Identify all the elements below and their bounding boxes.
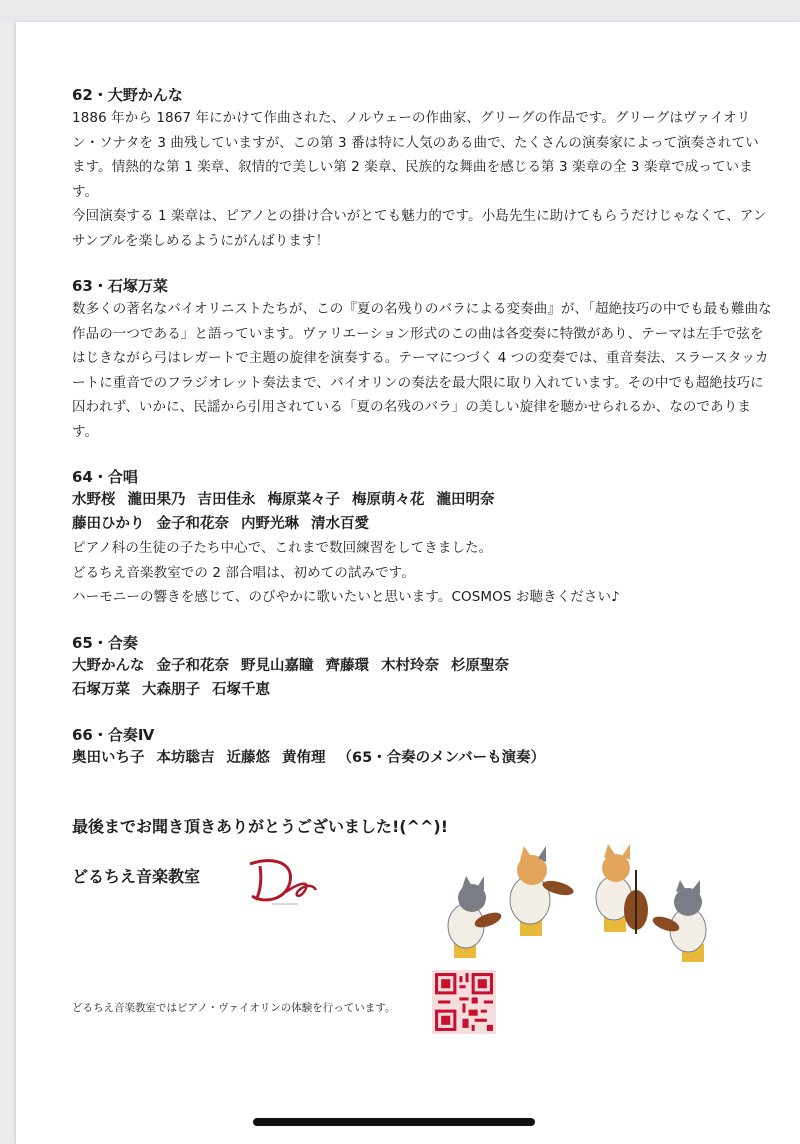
- performer-name: 水野桜: [72, 492, 116, 508]
- section-paragraph: ピアノ科の生徒の子たち中心で、これまで数回練習をしてきました。: [72, 540, 493, 556]
- cat-quartet-illustration: [426, 840, 716, 970]
- performer-name: 金子和花奈: [156, 516, 229, 532]
- performer-name: 梅原萌々花: [352, 492, 425, 508]
- performer-name: 奥田いち子: [72, 749, 145, 766]
- performer-name: 梅原菜々子: [267, 492, 340, 508]
- performer-name: 内野光琳: [241, 516, 299, 532]
- section-paragraph: どるちえ音楽教室での 2 部合唱は、初めての試みです。: [72, 564, 415, 581]
- closing-block: [72, 814, 448, 837]
- trial-note: どるちえ音楽教室ではピアノ・ヴァイオリンの体験を行っています。: [72, 1002, 396, 1014]
- performer-name: 石塚万菜: [72, 681, 130, 698]
- performer-row: [72, 488, 772, 512]
- performer-name: 清水百愛: [311, 516, 369, 532]
- cat-violin-3-icon: [651, 880, 706, 952]
- performer-name: 本坊聡吉: [156, 749, 215, 766]
- program-section: [72, 632, 772, 702]
- section-paragraph: ハーモニーの響きを感じて、のびやかに歌いたいと思います。COSMOS お聴きください♪: [72, 589, 620, 605]
- program-section: [72, 466, 772, 610]
- section-heading: 65・合奏: [72, 633, 138, 652]
- performer-name: 齊藤環: [325, 657, 369, 674]
- section-paragraph: 1886 年から 1867 年にかけて作曲された、ノルウェーの作曲家、グリーグの作品です。グリーグはヴァイオリン・ソナタを 3 曲残していますが、この第 3 番は特に人気のある曲で、たくさんの演奏家によって演奏されています。情熱的な第 1 楽章、叙情的で美しい第 2 楽章、民族的な舞曲を感じる第 3 楽章の全 3 楽章で成っています。: [72, 110, 759, 200]
- performer-name: 木村玲奈: [381, 657, 439, 674]
- section-heading: 66・合奏Ⅳ: [72, 725, 155, 744]
- performer-name: 金子和花奈: [156, 657, 229, 674]
- program-section: [72, 724, 772, 770]
- performer-row: [72, 746, 772, 770]
- performer-name: 大野かんな: [72, 657, 145, 674]
- performer-name: 近藤悠: [226, 749, 270, 766]
- performer-name: 大森朋子: [142, 681, 200, 698]
- qr-code-icon[interactable]: [432, 970, 496, 1034]
- performer-name: 石塚千恵: [212, 681, 270, 698]
- performer-name: 瀧田明奈: [436, 492, 495, 508]
- program-content: [72, 84, 772, 792]
- section-heading: 62・大野かんな: [72, 86, 183, 104]
- performer-name: （65・合奏のメンバーも演奏）: [337, 749, 546, 766]
- performer-name: 野見山嘉瞳: [241, 657, 314, 674]
- section-paragraph: 数多くの著名なバイオリニストたちが、この『夏の名残りのバラによる変奏曲』が、「超絶技巧の中でも最も難曲な作品の一つである」と語っています。ヴァリエーション形式のこの曲は各変奏に特徴があり、テーマは左手で弦をはじきながら弓はレガートで主題の旋律を演奏する。テーマにつづく 4 つの変奏では、重音奏法、スラースタッカートに重音でのフラジオレット奏法まで、バイオリンの奏法を最大限に取り入れています。その中でも超絶技巧に囚われず、いかに、民謡から引用されている「夏の名残のバラ」の美しい旋律を聴かせられるか、なのであります。: [72, 301, 772, 440]
- cat-violin-2-icon: [510, 846, 575, 924]
- section-paragraph: 今回演奏する 1 楽章は、ピアノとの掛け合いがとても魅力的です。小島先生に助けてもらうだけじゃなくて、アンサンブルを楽しめるようにがんばります！: [72, 208, 767, 249]
- program-section: [72, 275, 772, 444]
- performer-row: [72, 512, 772, 536]
- performer-name: 黄侑理: [282, 749, 326, 766]
- performer-name: 杉原聖奈: [451, 657, 509, 674]
- home-indicator[interactable]: [253, 1118, 535, 1126]
- program-section: [72, 84, 772, 253]
- performer-name: 瀧田果乃: [127, 492, 186, 508]
- performer-name: 吉田佳永: [197, 492, 256, 508]
- cat-violin-1-icon: [448, 876, 503, 948]
- closing-message: 最後までお聞き頂きありがとうございました!(^^)!: [72, 817, 449, 836]
- performer-row: [72, 678, 772, 702]
- school-logo-icon: [242, 852, 322, 912]
- performer-name: 藤田ひかり: [72, 516, 145, 532]
- section-heading: 64・合唱: [72, 468, 138, 486]
- performer-row: [72, 654, 772, 678]
- section-heading: 63・石塚万菜: [72, 277, 168, 295]
- top-strip: [0, 0, 800, 22]
- school-name: どるちえ音楽教室: [72, 867, 201, 886]
